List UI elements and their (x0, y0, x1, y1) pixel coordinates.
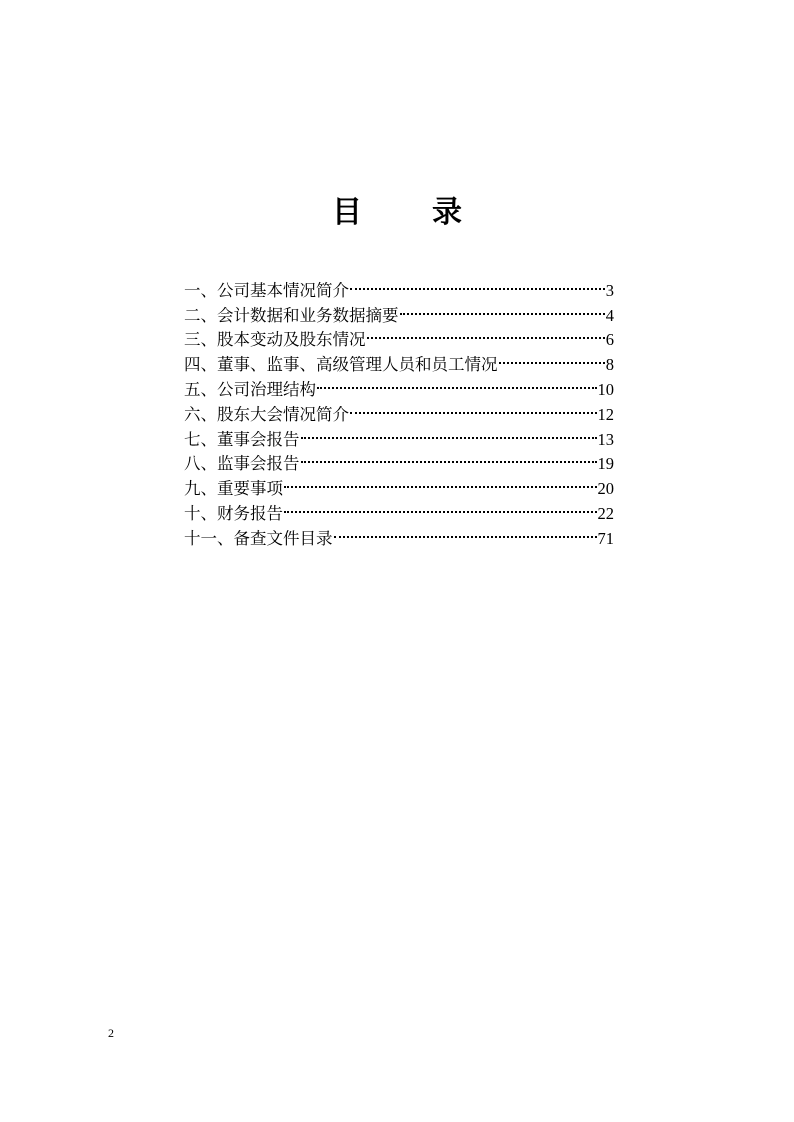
toc-entry[interactable] (184, 271, 614, 300)
toc-entry-page: 6 (605, 330, 614, 350)
toc-entry-page: 4 (605, 305, 614, 325)
toc-entry-label: 一、公司基本情况简介 (184, 280, 349, 300)
toc-entry-page: 20 (597, 479, 614, 499)
toc-entry-label: 五、公司治理结构 (184, 379, 316, 399)
toc-entry-label: 三、股本变动及股东情况 (184, 330, 366, 350)
toc-entry-page: 10 (597, 379, 614, 399)
toc-entry-label: 十一、备查文件目录 (184, 528, 333, 548)
toc-leader (284, 494, 597, 519)
toc-leader (400, 296, 605, 321)
title-char-1: 目 (332, 195, 362, 230)
toc-entry-label: 四、董事、监事、高级管理人员和员工情况 (184, 355, 498, 375)
toc-entry-label: 十、财务报告 (184, 503, 283, 523)
toc-leader (350, 395, 597, 420)
toc-entry-page: 13 (597, 429, 614, 449)
toc-leader (301, 420, 597, 445)
toc-leader (499, 345, 605, 370)
toc-entry-page: 3 (605, 280, 614, 300)
toc-entry-label: 六、股东大会情况简介 (184, 404, 349, 424)
toc-entry-page: 22 (597, 503, 614, 523)
toc-entry-label: 七、董事会报告 (184, 429, 300, 449)
toc-leader (350, 271, 605, 296)
toc-entry-page: 71 (597, 528, 614, 548)
toc-entry-label: 二、会计数据和业务数据摘要 (184, 305, 399, 325)
toc-entry-page: 12 (597, 404, 614, 424)
toc-leader (367, 321, 605, 346)
toc-entry-label: 九、重要事项 (184, 479, 283, 499)
toc-leader (334, 519, 597, 544)
toc-entry-page: 19 (597, 454, 614, 474)
page-title (0, 193, 794, 233)
toc-entry-label: 八、监事会报告 (184, 454, 300, 474)
toc-leader (284, 469, 597, 494)
table-of-contents (184, 271, 614, 548)
toc-entry-page: 8 (605, 355, 614, 375)
page-number: 2 (108, 1026, 114, 1040)
toc-leader (317, 370, 597, 395)
title-char-2: 录 (432, 195, 462, 230)
toc-leader (301, 445, 597, 470)
